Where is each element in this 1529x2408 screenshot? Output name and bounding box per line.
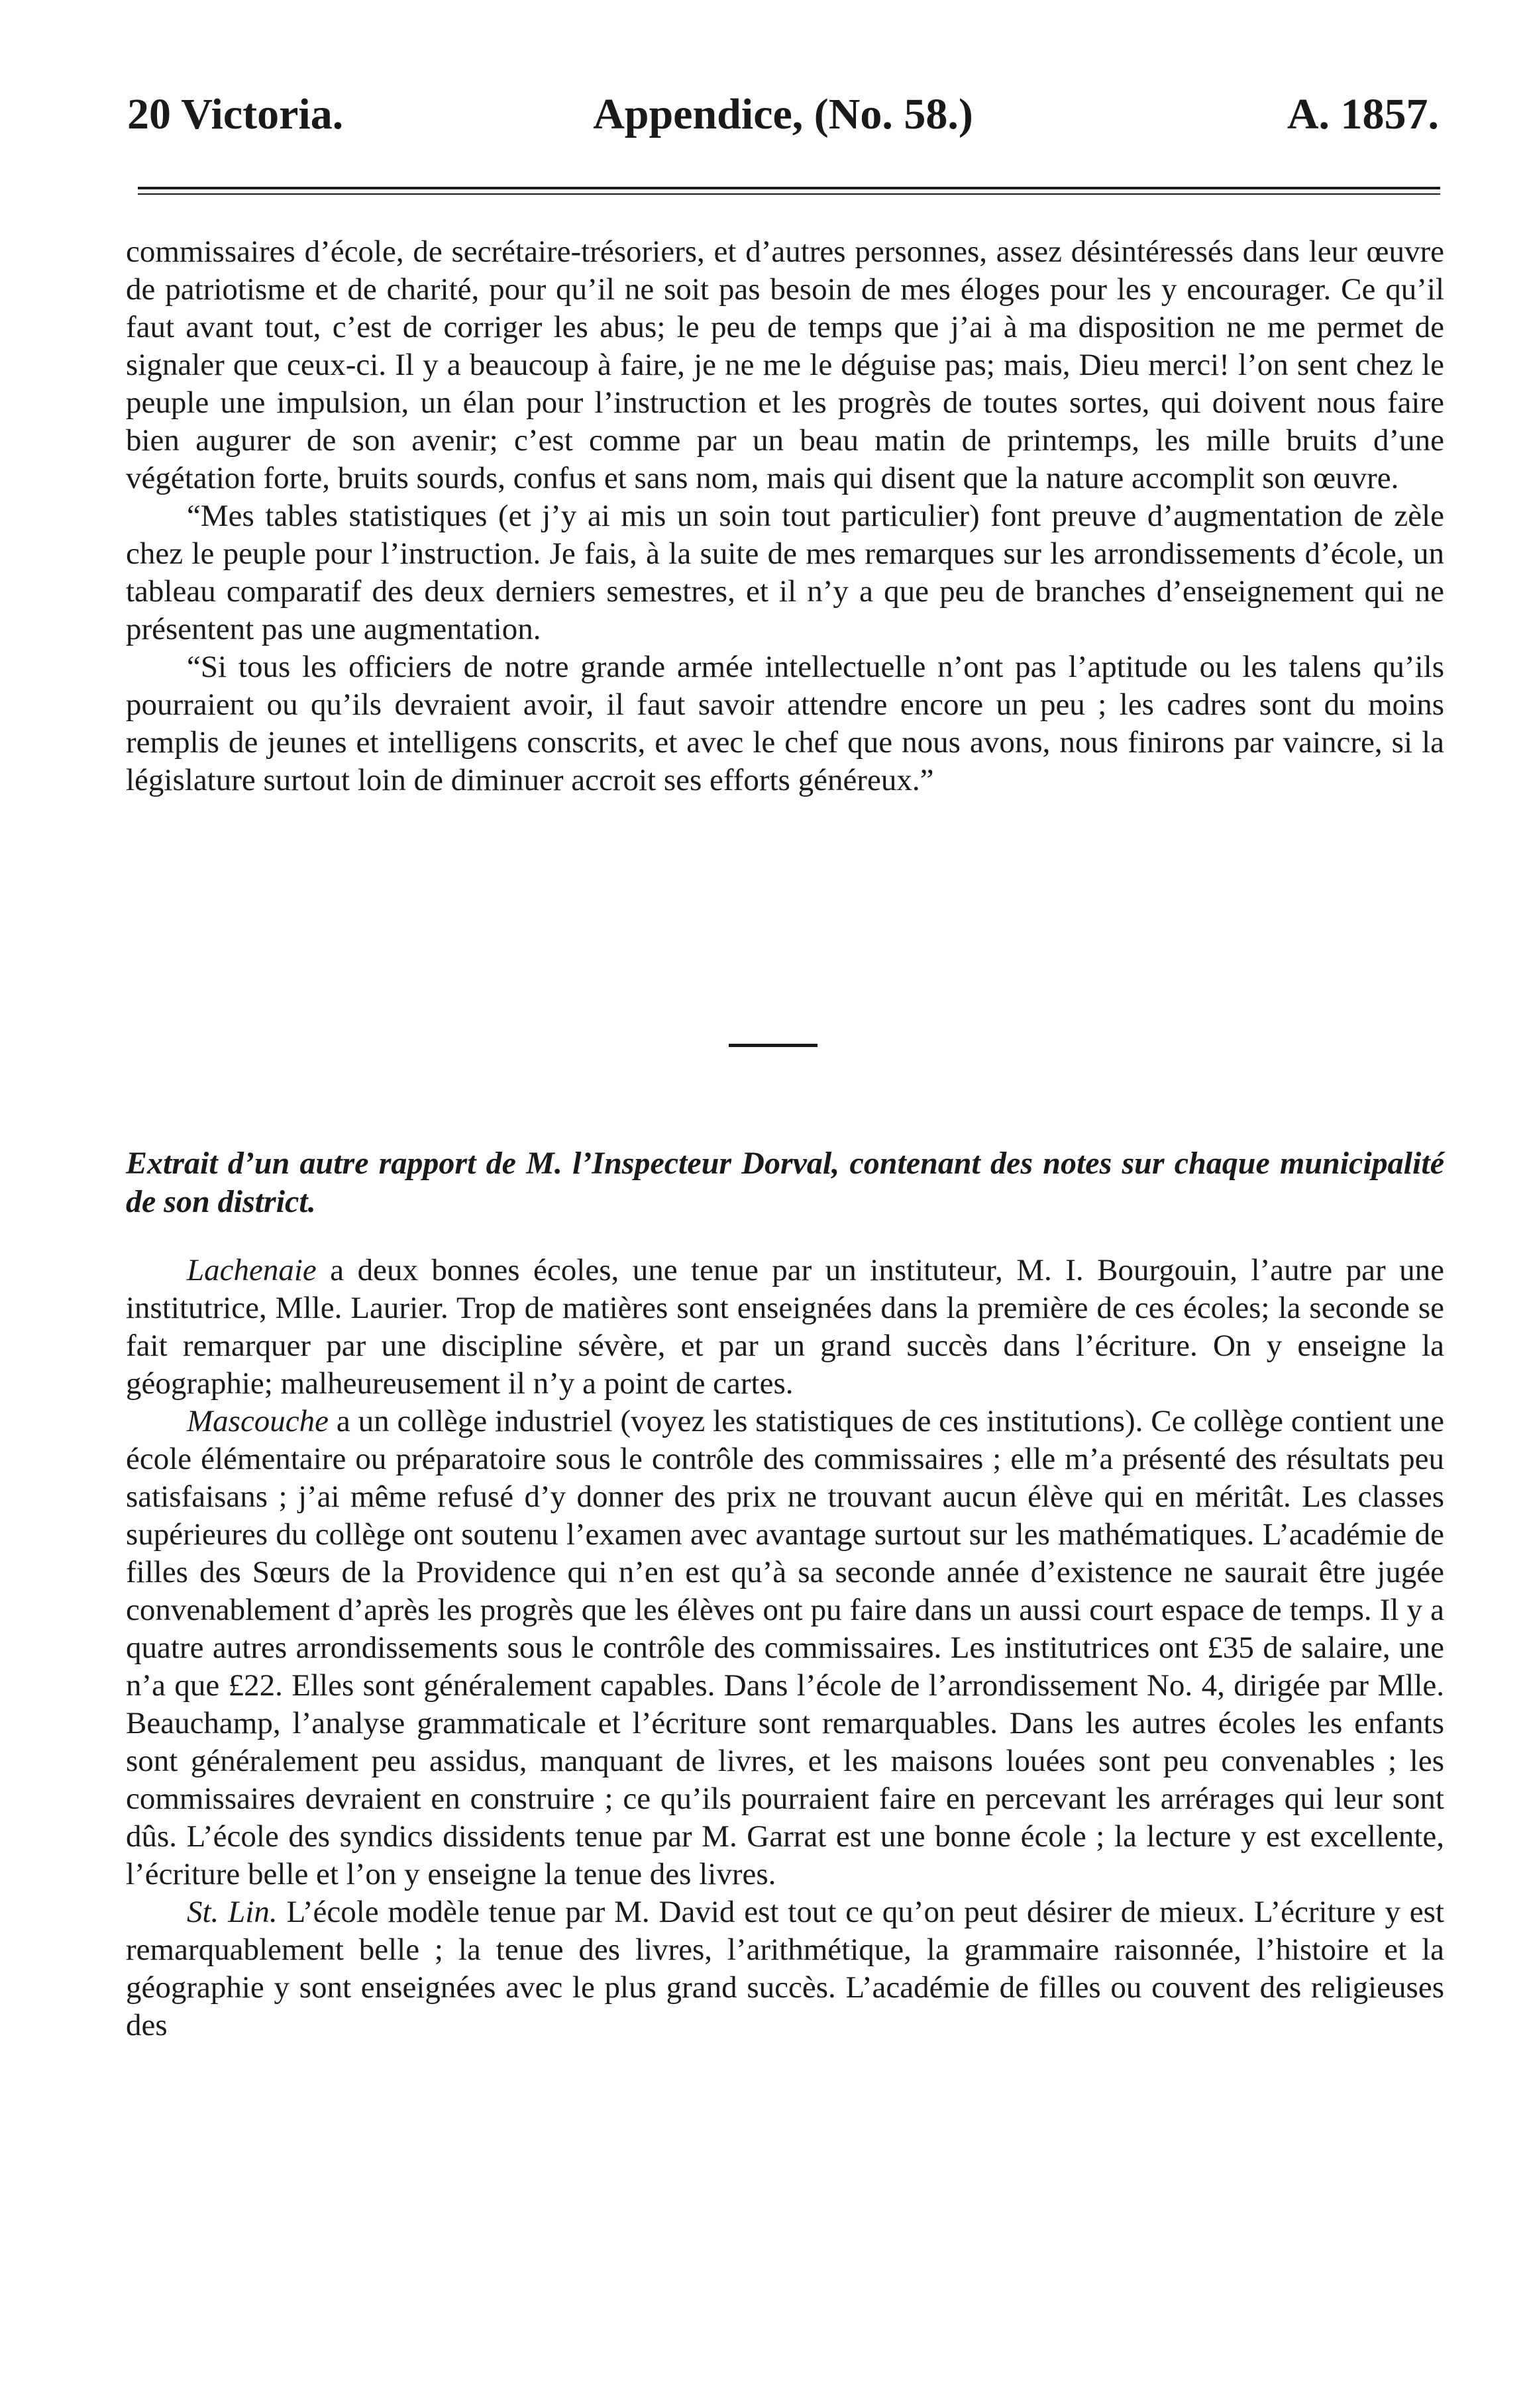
header-rule-thin xyxy=(138,193,1440,195)
place-name: Mascouche xyxy=(187,1404,329,1438)
paragraph: “Si tous les officiers de notre grande armée intellectuelle n’ont pas l’aptitude ou les talens qu’ils pourraient ou qu’ils devraient avoir, il faut savoir attendre encore un peu ; les cadres sont du moins remplis de jeunes et intelligens conscrits, et avec le chef que nous avons, nous finirons par vaincre, si la législature surtout loin de diminuer accroit ses efforts généreux.” xyxy=(126,650,1444,797)
place-name: St. Lin. xyxy=(187,1895,278,1929)
paragraph-st-lin xyxy=(126,1893,1444,2044)
section-separator xyxy=(729,1044,817,1047)
header-year: A. 1857. xyxy=(1287,90,1439,138)
paragraph: “Mes tables statistiques (et j’y ai mis un soin tout particulier) font preuve d’augmentation de zèle chez le peuple pour l’instruction. Je fais, à la suite de mes remarques sur les arrondissements d’école, un tableau comparatif des deux derniers semestres, et il n’y a que peu de branches d’enseignement qui ne présentent pas une augmentation. xyxy=(126,499,1444,646)
header-session: 20 Victoria. xyxy=(127,90,344,138)
paragraph-text: a un collège industriel (voyez les statistiques de ces institutions). Ce collège contient une école élémentaire ou préparatoire sous le contrôle des commissaires ; elle m’a présenté des résultats peu satisfaisans ; j’ai même refusé d’y donner des prix ne trouvant aucun élève qui en méritât. Les classes supérieures du collège ont soutenu l’examen avec avantage surtout sur les mathématiques. L’académie de filles des Sœurs de la Providence qui n’en est qu’à sa seconde année d’existence ne saurait être jugée convenablement d’après les progrès que les élèves ont pu faire dans un aussi court espace de temps. Il y a quatre autres arrondissements sous le contrôle des commissaires. Les institutrices ont £35 de salaire, une n’a que £22. Elles sont généralement capables. Dans l’école de l’arrondissement No. 4, dirigée par Mlle. Beauchamp, l’analyse grammaticale et l’écriture sont remarquables. Dans les autres écoles les enfants sont généralement peu assidus, manquant de livres, et les maisons louées sont peu convenables ; les commissaires devraient en construire ; ce qu’ils pourraient faire en percevant les arrérages qui leur sont dûs. L’école des syndics dissidents tenue par M. Garrat est une bonne école ; la lecture y est excellente, l’écriture belle et l’on y enseigne la tenue des livres. xyxy=(126,1404,1444,1891)
place-name: Lachenaie xyxy=(187,1253,317,1287)
municipality-notes xyxy=(126,1252,1444,2044)
paragraph-text: L’école modèle tenue par M. David est tout ce qu’on peut désirer de mieux. L’écriture y est remarquablement belle ; la tenue des livres, l’arithmétique, la grammaire raisonnée, l’histoire et la géographie y sont enseignées avec le plus grand succès. L’académie de filles ou couvent des religieuses des xyxy=(126,1895,1444,2042)
paragraph: commissaires d’école, de secrétaire-trésoriers, et d’autres personnes, assez désintéressés dans leur œuvre de patriotisme et de charité, pour qu’il ne soit pas besoin de mes éloges pour les y encourager. Ce qu’il faut avant tout, c’est de corriger les abus; le peu de temps que j’ai à ma disposition ne me permet de signaler que ceux-ci. Il y a beaucoup à faire, je ne me le déguise pas; mais, Dieu merci! l’on sent chez le peuple une impulsion, un élan pour l’instruction et les progrès de toutes sortes, qui doivent nous faire bien augurer de son avenir; c’est comme par un beau matin de printemps, les mille bruits d’une végétation forte, bruits sourds, confus et sans nom, mais qui disent que la nature accomplit son œuvre. xyxy=(126,234,1444,495)
report-continuation xyxy=(126,233,1444,799)
paragraph-lachenaie xyxy=(126,1252,1444,1403)
paragraph-mascouche xyxy=(126,1403,1444,1893)
paragraph-text: a deux bonnes écoles, une tenue par un instituteur, M. I. Bourgouin, l’autre par une institutrice, Mlle. Laurier. Trop de matières sont enseignées dans la première de ces écoles; la seconde se fait remarquer par une discipline sévère, et par un grand succès dans l’écriture. On y enseigne la géographie; malheureusement il n’y a point de cartes. xyxy=(126,1253,1444,1401)
running-header xyxy=(127,85,1439,144)
header-appendix-number: Appendice, (No. 58.) xyxy=(593,90,973,138)
header-rule-thick xyxy=(138,187,1440,189)
section-heading: Extrait d’un autre rapport de M. l’Inspecteur Dorval, contenant des notes sur chaque municipalité de son district. xyxy=(126,1146,1444,1219)
